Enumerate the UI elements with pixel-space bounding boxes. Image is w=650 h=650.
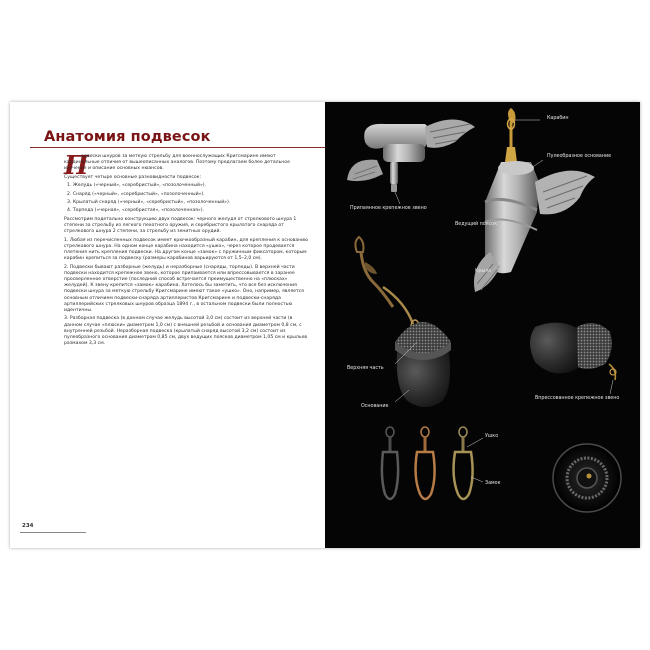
kind-item-3: 3. Крылатый снаряд («черный», «серебристый», «позолоченный»). (67, 199, 231, 205)
callout-soldered-link: Припаянное крепежное звено (350, 206, 427, 211)
footer-rule (20, 532, 86, 533)
callout-karabin: Карабин (547, 116, 569, 121)
callout-base: Основание (361, 404, 389, 409)
paragraph-1: 1. Любая из перечисленных подвесок имеет крючкообразный карабин, для крепления к основанию стрелкового шнура. На одном конце карабина находится «ушко», через которое продевается плетения нить крепления подвески. На другом конце «замок» с пружинным фиксатором, которым карабин крепиться за подвеску (размеры карабинов варьируются от 1,5–2,0 см). (64, 237, 309, 262)
acorn-pendant (355, 237, 451, 407)
carabiner-brass (454, 427, 473, 499)
kind-item-1: 1. Желудь («черный», «серебристый», «позолоченный»). (67, 183, 207, 189)
pendants-photo (325, 102, 640, 548)
page-number: 234 (22, 523, 34, 529)
book-spread (10, 102, 640, 548)
consider-paragraph: Рассмотрим подетально конструкцию двух подвесок: черного желудя от стрелкового шнура 1 степени за стрельбу из легкого пехотного оружия, и серебристого крылатого снаряда от стрелкового шнура 2 степени, за стрельбу из зенитных орудий. (64, 216, 297, 235)
callout-top-part: Верхняя часть (347, 366, 384, 371)
callout-wing: Крыло (475, 269, 492, 274)
paragraph-2: 2. Подвески бывают разборные (желудь) и неразборные (снаряды, торпеды). В верхней части подвески находится крепежное звено, которое припаивается или впрессовывается в заранее просверленное отверстие (последний способ встречается преимущественно на «плюсках» желудей). К звену крепится «замок» карабина. Хотелось бы заметить, что все без исключения подвески шнура за меткую стрельбу Кригсмарине имеют такое «ушко». Оно, например, является основным отличием подвески-снаряда артиллеристов Кригсмарине и подвески-снаряда артиллерийских стрелковых шнуров образца 1894 г., в остальном подвески были полностью идентичны. (64, 264, 304, 313)
drop-cap: П (64, 151, 89, 181)
intro-paragraph: одвески шнуров за меткую стрельбу для военнослужащих Кригсмарине имеют кардинальные отличия от вышеописанных аналогов. Поэтому предлагаем более детальное изучение и описание основных нюансов. (64, 154, 290, 172)
kind-item-2: 2. Снаряд («черный», «серебристый», «позолоченный»). (67, 191, 205, 197)
page-title: Анатомия подвесок (44, 129, 211, 145)
winged-shell-small (347, 120, 475, 193)
acorn-disassembled (530, 323, 616, 380)
carabiner-dark (382, 427, 398, 499)
kinds-heading: Существует четыре основные разновидности подвесок: (64, 174, 201, 180)
inset-detail (553, 444, 621, 512)
paragraph-3: 3. Разборная подвеска (в данном случае желудь высотой 3,0 см) состоит из верхней части (в данном случае «плюски» диаметром 1,0 см) с внешней резьбой и основания диаметром 0,8 см, с внутренней резьбой. Неразборная подвеска (крылатый снаряд высотой 3,2 см) состоит из пулеобразного основания диаметром 0,85 см, двух ведущих поясков диаметром 1,05 см и крыльев размахом 3,3 см. (64, 316, 308, 347)
body-text (64, 151, 309, 350)
callout-bullet-base: Пулеобразное основание (547, 154, 612, 159)
winged-shell-large (474, 108, 595, 292)
callout-leading-band: Ведущий поясок (455, 222, 498, 227)
title-rule (30, 147, 325, 148)
callout-pressed-link: Впрессованное крепежное звено (535, 396, 620, 401)
kind-item-4: 4. Торпеда («черная», «серебристая», «позолоченная»). (67, 208, 204, 214)
left-page (10, 102, 325, 548)
callout-lock: Замок (485, 481, 501, 486)
right-page-photo (325, 102, 640, 548)
carabiner-copper (416, 427, 435, 499)
carabiners (382, 427, 473, 499)
callout-eye: Ушко (485, 434, 499, 439)
